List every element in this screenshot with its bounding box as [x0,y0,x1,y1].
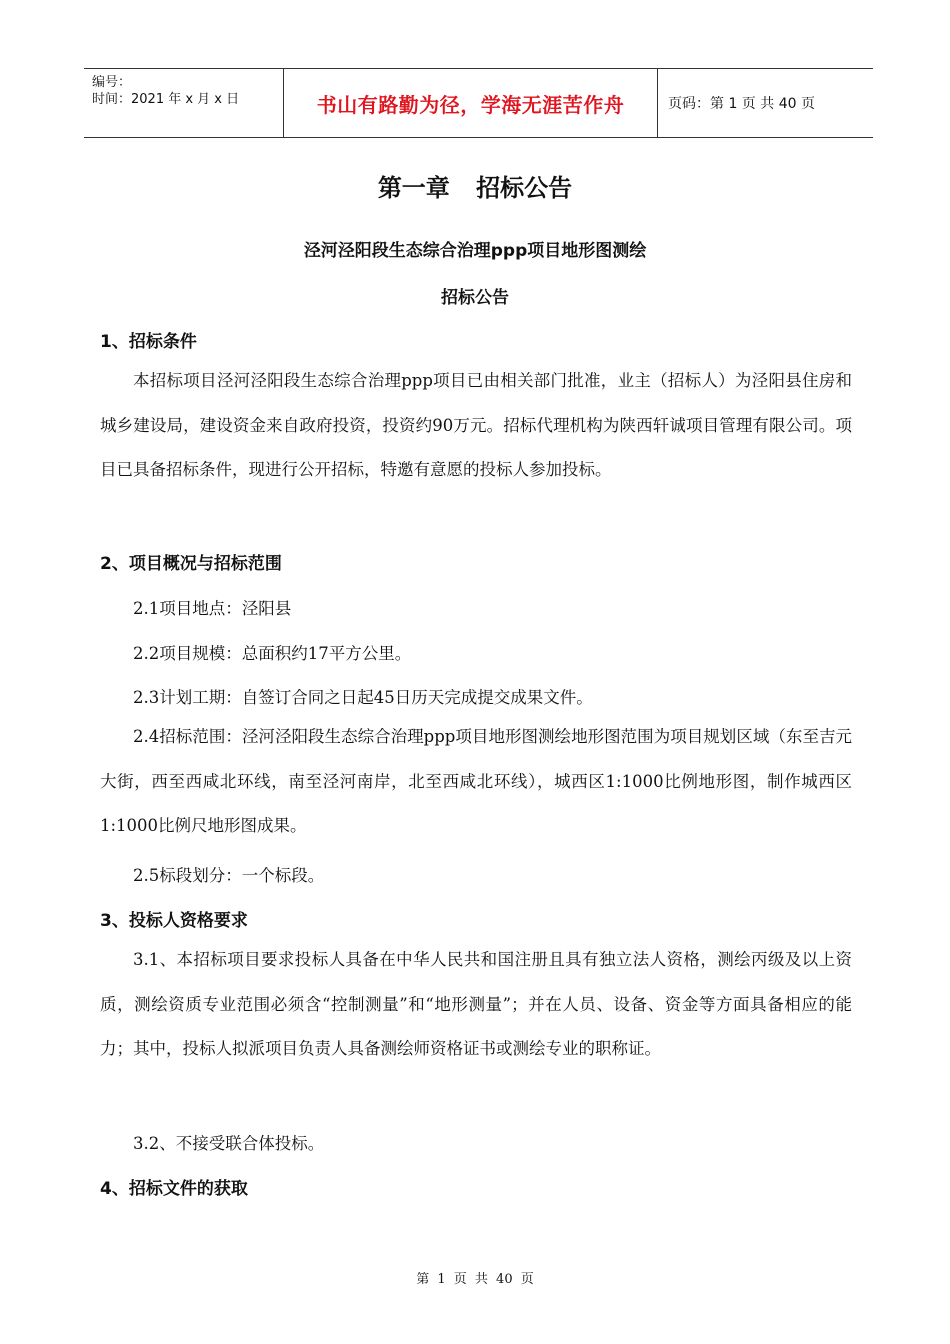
section-2-item-4: 2.4招标范围：泾河泾阳段生态综合治理ppp项目地形图测绘地形图范围为项目规划区域（东至吉元大街，西至西咸北环线，南至泾河南岸，北至西咸北环线），城西区1:1000比例地形图，制作城西区1:1000比例尺地形图成果。 [100,727,852,835]
project-title: 泾河泾阳段生态综合治理ppp项目地形图测绘 [303,241,647,261]
section-heading-3: 3、投标人资格要求 [100,911,248,931]
document-number-label: 编号： [92,75,132,90]
section-1-paragraph: 本招标项目泾河泾阳段生态综合治理ppp项目已由相关部门批准，业主（招标人）为泾阳县住房和城乡建设局，建设资金来自政府投资，投资约90万元。招标代理机构为陕西轩诚项目管理有限公司。项目已具备招标条件，现进行公开招标，特邀有意愿的投标人参加投标。 [100,371,852,479]
section-2-item-2: 2.2项目规模：总面积约17平方公里。 [133,644,412,663]
section-2-item-1: 2.1项目地点：泾阳县 [133,599,292,618]
section-heading-1: 1、招标条件 [100,332,197,352]
document-time-label: 时间：2021 年 x 月 x 日 [92,92,240,107]
section-heading-2: 2、项目概况与招标范围 [100,554,282,574]
notice-title: 招标公告 [441,288,509,308]
section-2-item-5: 2.5标段划分：一个标段。 [133,866,325,885]
section-heading-4: 4、招标文件的获取 [100,1179,248,1199]
section-2-item-3: 2.3计划工期：自签订合同之日起45日历天完成提交成果文件。 [133,688,593,707]
section-3-item-1: 3.1、本招标项目要求投标人具备在中华人民共和国注册且具有独立法人资格，测绘丙级及以上资质，测绘资质专业范围必须含“控制测量”和“地形测量”；并在人员、设备、资金等方面具备相应的能力；其中，投标人拟派项目负责人具备测绘师资格证书或测绘专业的职称证。 [100,950,852,1058]
page-footer: 第 1 页 共 40 页 [416,1272,534,1287]
document-header [84,68,873,138]
header-meta-cell [84,69,284,137]
header-motto: 书山有路勤为径，学海无涯苦作舟 [284,69,658,137]
header-page-label: 页码：第 1 页 共 40 页 [668,96,815,112]
chapter-title: 第一章 招标公告 [377,174,573,202]
section-3-item-2: 3.2、不接受联合体投标。 [133,1134,325,1153]
